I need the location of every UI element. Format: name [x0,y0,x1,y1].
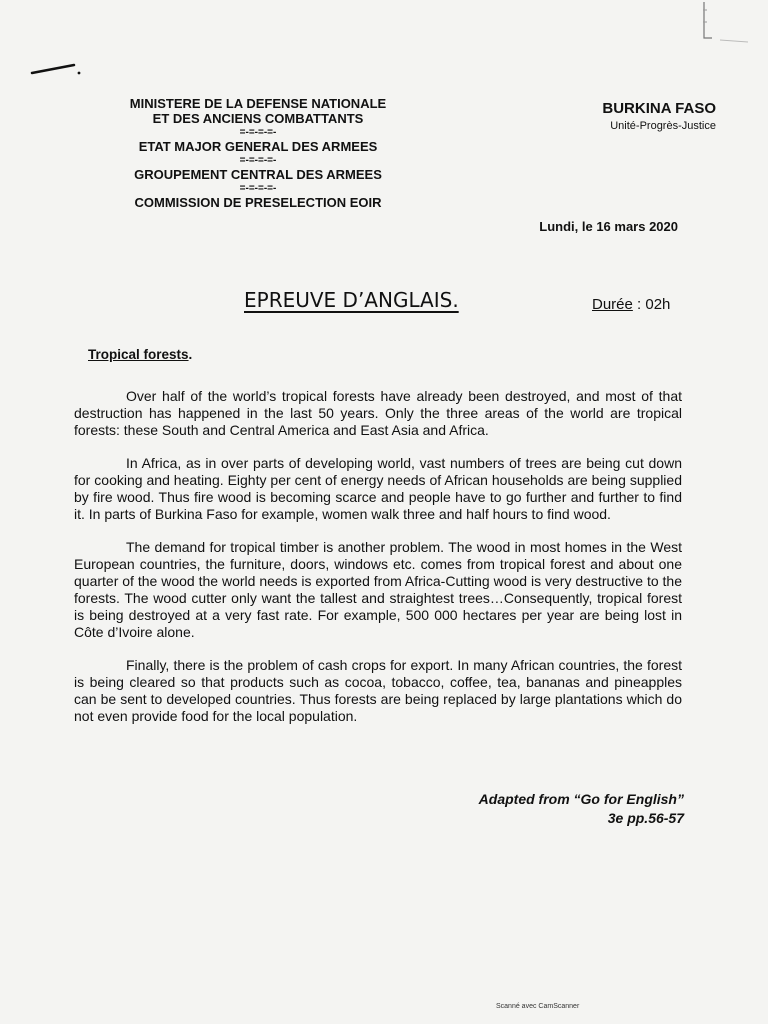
duration-label: Durée [592,296,633,313]
country-name: BURKINA FASO [602,100,716,117]
ministry-header [98,96,418,210]
text-title [88,347,192,362]
separator: =-=-=-=- [239,155,277,166]
scanner-watermark: Scanné avec CamScanner [496,1003,580,1010]
source-line-2: 3e pp.56-57 [607,810,684,826]
corner-scan-mark [696,0,756,48]
org-line-commission: COMMISSION DE PRESELECTION EOIR [134,195,382,210]
org-line-ministry: MINISTERE DE LA DEFENSE NATIONALE [129,96,387,111]
exam-title: EPREUVE D’ANGLAIS. [244,288,459,312]
org-line-staff: ETAT MAJOR GENERAL DES ARMEES [138,139,378,154]
separator: =-=-=-=- [239,127,277,138]
org-line-veterans: ET DES ANCIENS COMBATTANTS [152,111,364,126]
source-line-1: Adapted from “Go for English” [478,791,684,807]
text-title-period: . [188,347,193,362]
org-line-group: GROUPEMENT CENTRAL DES ARMEES [134,167,382,182]
separator: =-=-=-=- [239,183,277,194]
duration-value: : 02h [632,296,671,313]
exam-duration [592,296,670,313]
paragraph: The demand for tropical timber is another problem. The wood in most homes in the West European countries, the furniture, doors, windows etc. comes from tropical forest and about one quarter of the wood the world needs is exported from Africa-Cutting wood is very destructive to the forests. The wood cutter only want the tallest and straightest trees…Consequently, tropical forest is being destroyed at a very fast rate. For example, 500 000 hectares per year are being lost in Côte d’Ivoire alone. [74,539,682,640]
paragraph: Finally, there is the problem of cash crops for export. In many African countries, the forest is being cleared so that products such as cocoa, tobacco, coffee, tea, bananas and pineapples can be sent to developed countries. Thus forests are being replaced by large plantations which do not even provide food for the local population. [74,657,682,724]
country-block [516,100,716,134]
reading-passage [74,388,682,741]
paragraph: In Africa, as in over parts of developing world, vast numbers of trees are being cut down for cooking and heating. Eighty per cent of energy needs of African households are being supplied by fire wood. Thus fire wood is becoming scarce and people have to go further and further to find it. In parts of Burkina Faso for example, women walk three and half hours to find wood. [74,455,682,522]
paragraph: Over half of the world’s tropical forests have already been destroyed, and most of that destruction has happened in the last 50 years. Only the three areas of the world are tropical forests: these South and Central America and East Asia and Africa. [74,388,682,438]
pen-mark [30,62,82,76]
country-motto: Unité-Progrès-Justice [610,120,716,132]
source-citation [479,790,684,828]
text-title-label: Tropical forests [88,347,189,362]
exam-date: Lundi, le 16 mars 2020 [539,219,678,234]
